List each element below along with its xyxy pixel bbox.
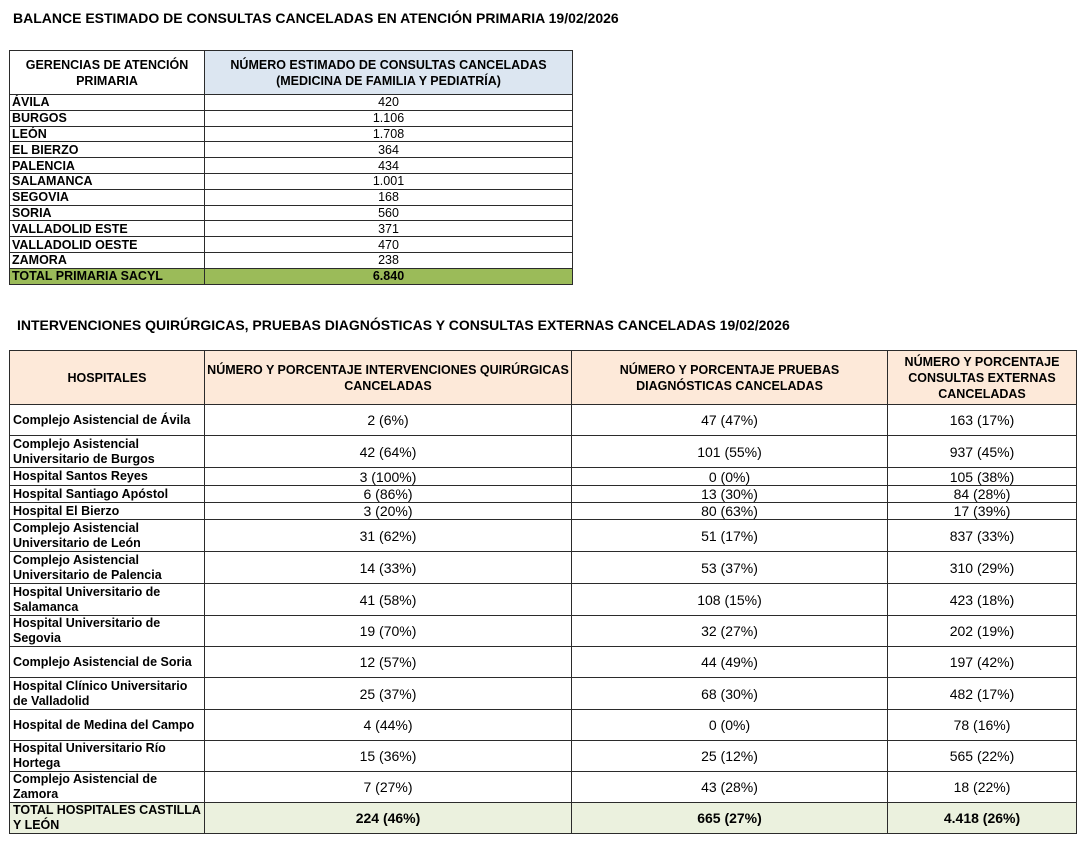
table-row bbox=[10, 126, 573, 142]
hospitals-rows bbox=[10, 405, 1077, 834]
table-row bbox=[10, 221, 573, 237]
intervenciones-value: 6 (86%) bbox=[205, 486, 572, 503]
table-row bbox=[10, 173, 573, 189]
pruebas-value: 25 (12%) bbox=[572, 741, 888, 772]
gerencia-name: ÁVILA bbox=[10, 95, 205, 111]
consultas-value: 18 (22%) bbox=[888, 772, 1077, 803]
intervenciones-value: 12 (57%) bbox=[205, 647, 572, 678]
total-pruebas: 665 (27%) bbox=[572, 803, 888, 834]
consultas-value: 17 (39%) bbox=[888, 503, 1077, 520]
consultas-value: 482 (17%) bbox=[888, 678, 1077, 710]
table-row bbox=[10, 252, 573, 268]
pruebas-value: 47 (47%) bbox=[572, 405, 888, 436]
column-header-consultas-externas: NÚMERO Y PORCENTAJE CONSULTAS EXTERNAS CANCELADAS bbox=[888, 351, 1077, 405]
hospital-name: Hospital Clínico Universitario de Valladolid bbox=[10, 678, 205, 710]
total-row bbox=[10, 803, 1077, 834]
gerencia-name: BURGOS bbox=[10, 110, 205, 126]
consultas-value: 310 (29%) bbox=[888, 552, 1077, 584]
table-row bbox=[10, 237, 573, 253]
total-intervenciones: 224 (46%) bbox=[205, 803, 572, 834]
total-consultas: 4.418 (26%) bbox=[888, 803, 1077, 834]
pruebas-value: 32 (27%) bbox=[572, 616, 888, 647]
consultas-value: 84 (28%) bbox=[888, 486, 1077, 503]
table-row bbox=[10, 142, 573, 158]
intervenciones-value: 15 (36%) bbox=[205, 741, 572, 772]
intervenciones-value: 4 (44%) bbox=[205, 710, 572, 741]
gerencia-name: LEÓN bbox=[10, 126, 205, 142]
intervenciones-value: 7 (27%) bbox=[205, 772, 572, 803]
consultas-value: 423 (18%) bbox=[888, 584, 1077, 616]
gerencia-name: VALLADOLID OESTE bbox=[10, 237, 205, 253]
hospital-name: Hospital Santos Reyes bbox=[10, 468, 205, 486]
table-row bbox=[10, 741, 1077, 772]
hospital-name: Hospital El Bierzo bbox=[10, 503, 205, 520]
table-header-row bbox=[10, 51, 573, 95]
consultas-value: 1.106 bbox=[205, 110, 573, 126]
table-row bbox=[10, 95, 573, 111]
pruebas-value: 101 (55%) bbox=[572, 436, 888, 468]
table-row bbox=[10, 772, 1077, 803]
pruebas-value: 80 (63%) bbox=[572, 503, 888, 520]
consultas-value: 837 (33%) bbox=[888, 520, 1077, 552]
gerencia-name: SORIA bbox=[10, 205, 205, 221]
hospital-name: Hospital Universitario de Salamanca bbox=[10, 584, 205, 616]
consultas-value: 202 (19%) bbox=[888, 616, 1077, 647]
gerencia-name: PALENCIA bbox=[10, 158, 205, 174]
gerencia-name: VALLADOLID ESTE bbox=[10, 221, 205, 237]
consultas-value: 238 bbox=[205, 252, 573, 268]
hospital-name: Complejo Asistencial Universitario de Burgos bbox=[10, 436, 205, 468]
column-header-gerencias: GERENCIAS DE ATENCIÓN PRIMARIA bbox=[10, 51, 205, 95]
column-header-hospitales: HOSPITALES bbox=[10, 351, 205, 405]
hospital-name: Complejo Asistencial de Zamora bbox=[10, 772, 205, 803]
table-row bbox=[10, 205, 573, 221]
consultas-value: 937 (45%) bbox=[888, 436, 1077, 468]
gerencia-name: ZAMORA bbox=[10, 252, 205, 268]
consultas-value: 78 (16%) bbox=[888, 710, 1077, 741]
table-row bbox=[10, 647, 1077, 678]
column-header-consultas: NÚMERO ESTIMADO DE CONSULTAS CANCELADAS (MEDICINA DE FAMILIA Y PEDIATRÍA) bbox=[205, 51, 573, 95]
primary-care-table bbox=[9, 50, 573, 285]
consultas-value: 168 bbox=[205, 189, 573, 205]
table-row bbox=[10, 503, 1077, 520]
gerencia-name: EL BIERZO bbox=[10, 142, 205, 158]
intervenciones-value: 41 (58%) bbox=[205, 584, 572, 616]
consultas-value: 420 bbox=[205, 95, 573, 111]
hospital-name: Hospital Santiago Apóstol bbox=[10, 486, 205, 503]
pruebas-value: 13 (30%) bbox=[572, 486, 888, 503]
total-row bbox=[10, 268, 573, 284]
intervenciones-value: 42 (64%) bbox=[205, 436, 572, 468]
hospital-name: Hospital Universitario Río Hortega bbox=[10, 741, 205, 772]
pruebas-value: 68 (30%) bbox=[572, 678, 888, 710]
primary-care-title: BALANCE ESTIMADO DE CONSULTAS CANCELADAS EN ATENCIÓN PRIMARIA 19/02/2026 bbox=[13, 10, 619, 26]
consultas-value: 371 bbox=[205, 221, 573, 237]
table-row bbox=[10, 468, 1077, 486]
hospitals-table bbox=[9, 350, 1077, 834]
hospital-name: Complejo Asistencial Universitario de Palencia bbox=[10, 552, 205, 584]
table-row bbox=[10, 486, 1077, 503]
table-row bbox=[10, 520, 1077, 552]
hospital-name: Hospital Universitario de Segovia bbox=[10, 616, 205, 647]
total-label: TOTAL HOSPITALES CASTILLA Y LEÓN bbox=[10, 803, 205, 834]
intervenciones-value: 25 (37%) bbox=[205, 678, 572, 710]
consultas-value: 565 (22%) bbox=[888, 741, 1077, 772]
hospital-name: Complejo Asistencial de Soria bbox=[10, 647, 205, 678]
hospital-name: Complejo Asistencial Universitario de León bbox=[10, 520, 205, 552]
consultas-value: 470 bbox=[205, 237, 573, 253]
table-row bbox=[10, 616, 1077, 647]
table-row bbox=[10, 552, 1077, 584]
consultas-value: 560 bbox=[205, 205, 573, 221]
intervenciones-value: 2 (6%) bbox=[205, 405, 572, 436]
hospital-name: Hospital de Medina del Campo bbox=[10, 710, 205, 741]
column-header-pruebas: NÚMERO Y PORCENTAJE PRUEBAS DIAGNÓSTICAS CANCELADAS bbox=[572, 351, 888, 405]
table-row bbox=[10, 405, 1077, 436]
intervenciones-value: 3 (100%) bbox=[205, 468, 572, 486]
gerencia-name: SEGOVIA bbox=[10, 189, 205, 205]
table-row bbox=[10, 110, 573, 126]
pruebas-value: 0 (0%) bbox=[572, 468, 888, 486]
total-value: 6.840 bbox=[205, 268, 573, 284]
intervenciones-value: 31 (62%) bbox=[205, 520, 572, 552]
pruebas-value: 108 (15%) bbox=[572, 584, 888, 616]
pruebas-value: 53 (37%) bbox=[572, 552, 888, 584]
table-row bbox=[10, 678, 1077, 710]
table-row bbox=[10, 158, 573, 174]
intervenciones-value: 14 (33%) bbox=[205, 552, 572, 584]
pruebas-value: 44 (49%) bbox=[572, 647, 888, 678]
consultas-value: 197 (42%) bbox=[888, 647, 1077, 678]
table-row bbox=[10, 584, 1077, 616]
total-label: TOTAL PRIMARIA SACYL bbox=[10, 268, 205, 284]
consultas-value: 1.708 bbox=[205, 126, 573, 142]
table-row bbox=[10, 710, 1077, 741]
table-header-row bbox=[10, 351, 1077, 405]
pruebas-value: 0 (0%) bbox=[572, 710, 888, 741]
table-row bbox=[10, 189, 573, 205]
consultas-value: 1.001 bbox=[205, 173, 573, 189]
consultas-value: 105 (38%) bbox=[888, 468, 1077, 486]
primary-care-rows bbox=[10, 95, 573, 285]
hospitals-title: INTERVENCIONES QUIRÚRGICAS, PRUEBAS DIAGNÓSTICAS Y CONSULTAS EXTERNAS CANCELADAS 19/02/2026 bbox=[17, 317, 790, 333]
consultas-value: 364 bbox=[205, 142, 573, 158]
table-row bbox=[10, 436, 1077, 468]
intervenciones-value: 19 (70%) bbox=[205, 616, 572, 647]
column-header-intervenciones: NÚMERO Y PORCENTAJE INTERVENCIONES QUIRÚRGICAS CANCELADAS bbox=[205, 351, 572, 405]
intervenciones-value: 3 (20%) bbox=[205, 503, 572, 520]
consultas-value: 163 (17%) bbox=[888, 405, 1077, 436]
pruebas-value: 51 (17%) bbox=[572, 520, 888, 552]
consultas-value: 434 bbox=[205, 158, 573, 174]
pruebas-value: 43 (28%) bbox=[572, 772, 888, 803]
hospital-name: Complejo Asistencial de Ávila bbox=[10, 405, 205, 436]
gerencia-name: SALAMANCA bbox=[10, 173, 205, 189]
